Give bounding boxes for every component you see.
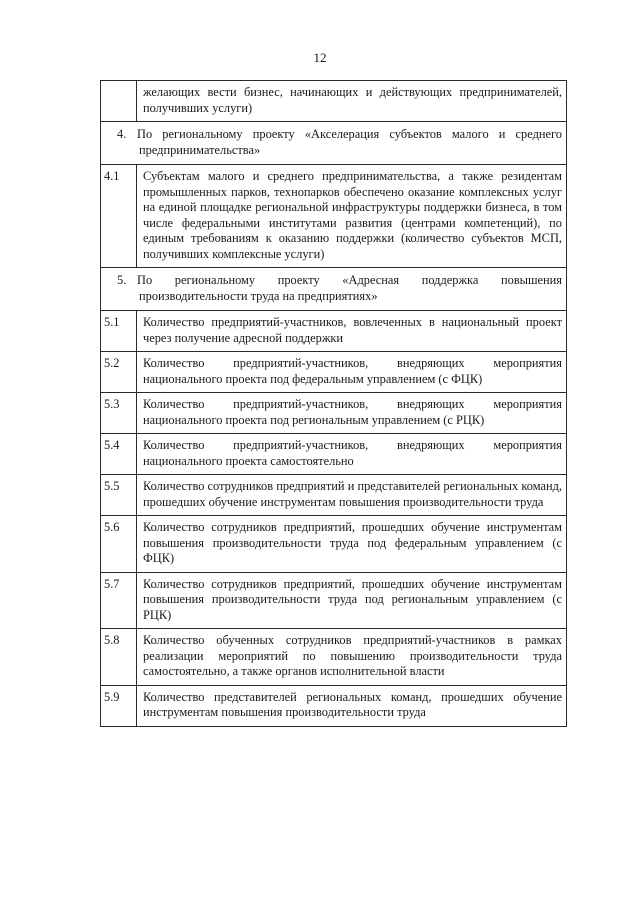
table-row [101, 311, 567, 352]
page-number: 12 [313, 50, 327, 65]
table-row [101, 393, 567, 434]
section-number: 4. [117, 127, 127, 141]
item-text: Субъектам малого и среднего предпринимательства, а также резидентам промышленных парков, технопарков обеспечено оказание комплексных услуг на единой площадке региональной инфраструктуры поддержки бизнеса, в том числе федеральными институтами развития (центрами компетенций), по единым требованиям к оказанию поддержки (количество субъектов МСП, получивших комплексные услуги) [137, 165, 567, 268]
section-row [101, 122, 567, 165]
item-text: Количество предприятий-участников, вовлеченных в национальный проект через получение адресной поддержки [137, 311, 567, 352]
item-number: 5.7 [101, 572, 137, 629]
section-heading [101, 268, 567, 311]
item-number: 5.1 [101, 311, 137, 352]
section-title: По региональному проекту «Акселерация субъектов малого и среднего предпринимательства» [137, 127, 562, 157]
table-row [101, 475, 567, 516]
table-row [101, 352, 567, 393]
indicators-table [100, 80, 567, 727]
item-text: Количество обученных сотрудников предприятий-участников в рамках реализации мероприятий по повышению производительности труда самостоятельно, а также органов исполнительной власти [137, 629, 567, 686]
item-text: Количество предприятий-участников, внедряющих мероприятия национального проекта самостоятельно [137, 434, 567, 475]
item-number: 5.3 [101, 393, 137, 434]
item-text: Количество сотрудников предприятий, прошедших обучение инструментам повышения производительности труда под федеральным управлением (с ФЦК) [137, 516, 567, 573]
item-text: Количество предприятий-участников, внедряющих мероприятия национального проекта под региональным управлением (с РЦК) [137, 393, 567, 434]
item-number: 5.4 [101, 434, 137, 475]
table-row [101, 81, 567, 122]
item-number: 5.6 [101, 516, 137, 573]
section-heading [101, 122, 567, 165]
item-text: Количество представителей региональных команд, прошедших обучение инструментам повышения производительности труда [137, 685, 567, 726]
item-number: 5.8 [101, 629, 137, 686]
table-row [101, 516, 567, 573]
table-row [101, 165, 567, 268]
section-number: 5. [117, 273, 127, 287]
table-row [101, 572, 567, 629]
item-text: Количество предприятий-участников, внедряющих мероприятия национального проекта под федеральным управлением (с ФЦК) [137, 352, 567, 393]
item-text: Количество сотрудников предприятий и представителей региональных команд, прошедших обучение инструментам повышения производительности труда [137, 475, 567, 516]
item-text: желающих вести бизнес, начинающих и действующих предпринимателей, получивших услуги) [137, 81, 567, 122]
item-text: Количество сотрудников предприятий, прошедших обучение инструментам повышения производительности труда под региональным управлением (с РЦК) [137, 572, 567, 629]
table-row [101, 685, 567, 726]
table-row [101, 629, 567, 686]
item-number: 5.5 [101, 475, 137, 516]
section-row [101, 268, 567, 311]
item-number: 5.9 [101, 685, 137, 726]
item-number [101, 81, 137, 122]
section-title: По региональному проекту «Адресная поддержка повышения производительности труда на предприятиях» [137, 273, 562, 303]
item-number: 5.2 [101, 352, 137, 393]
item-number: 4.1 [101, 165, 137, 268]
table-row [101, 434, 567, 475]
